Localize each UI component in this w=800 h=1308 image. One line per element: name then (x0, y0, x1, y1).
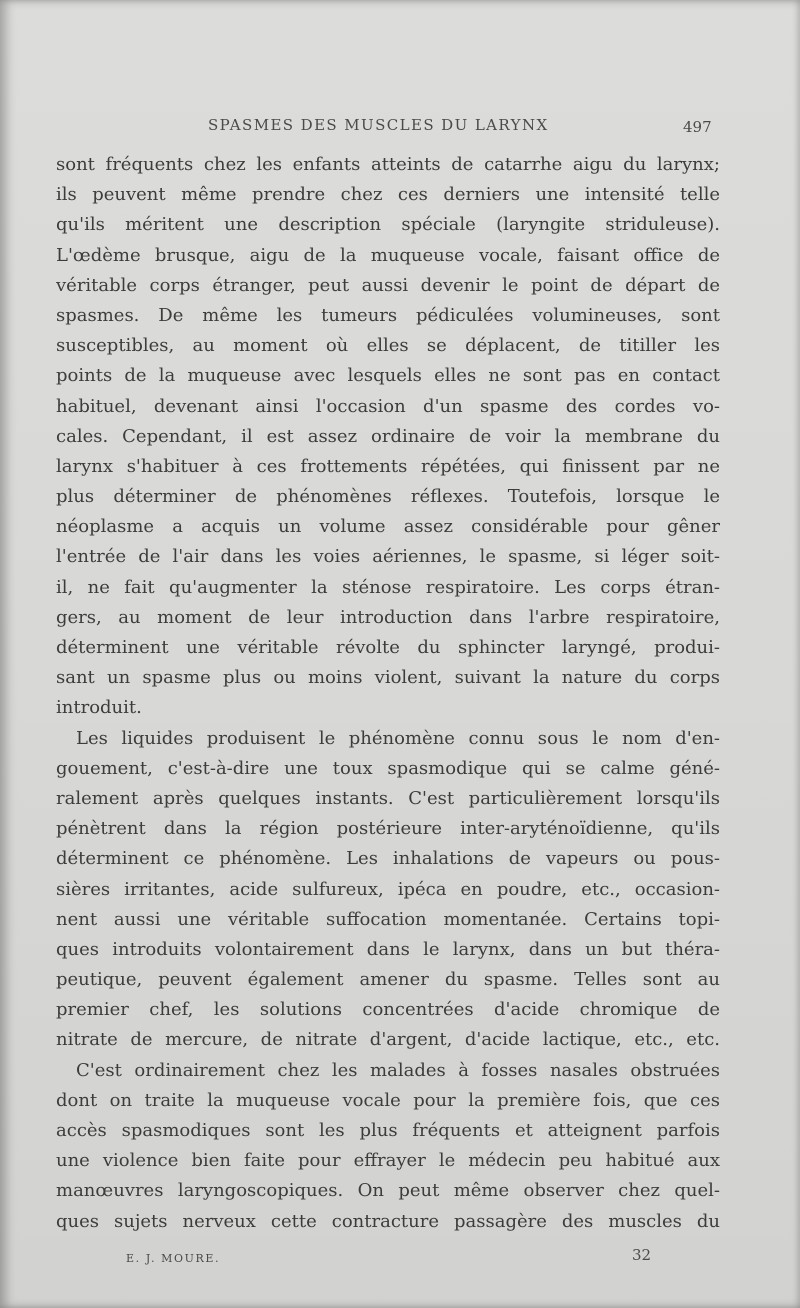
text-line: sières irritantes, acide sulfureux, ipéca en poudre, etc., occasion- (56, 878, 720, 900)
page-number: 497 (683, 118, 712, 136)
text-line: véritable corps étranger, peut aussi devenir le point de départ de (56, 274, 720, 296)
running-head: SPASMES DES MUSCLES DU LARYNX (208, 116, 549, 134)
paragraph-1 (56, 150, 720, 724)
text-line: sont fréquents chez les enfants atteints de catarrhe aigu du larynx; (56, 154, 720, 175)
footer-author: E. J. MOURE. (126, 1252, 221, 1265)
text-line: peutique, peuvent également amener du spasme. Telles sont au (56, 969, 720, 991)
text-line: Les liquides produisent le phénomène connu sous le nom d'en- (76, 727, 720, 749)
text-line: dont on traite la muqueuse vocale pour la première fois, que ces (56, 1089, 720, 1111)
text-line: nitrate de mercure, de nitrate d'argent, d'acide lactique, etc., etc. (56, 1029, 720, 1051)
text-line: ques introduits volontairement dans le larynx, dans un but théra- (56, 938, 720, 960)
signature-mark: 32 (632, 1246, 652, 1264)
text-line: nent aussi une véritable suffocation momentanée. Certains topi- (56, 908, 720, 930)
text-line: larynx s'habituer à ces frottements répétées, qui finissent par ne (56, 455, 720, 477)
text-line: ques sujets nerveux cette contracture passagère des muscles du (56, 1210, 720, 1232)
text-line: il, ne fait qu'augmenter la sténose respiratoire. Les corps étran- (56, 576, 720, 598)
text-line: sant un spasme plus ou moins violent, suivant la nature du corps (56, 667, 720, 689)
text-line: habituel, devenant ainsi l'occasion d'un spasme des cordes vo- (56, 395, 720, 417)
text-line: une violence bien faite pour effrayer le médecin peu habitué aux (56, 1150, 720, 1172)
text-line: manœuvres laryngoscopiques. On peut même observer chez quel- (56, 1180, 720, 1202)
text-line: ils peuvent même prendre chez ces derniers une intensité telle (56, 184, 720, 206)
text-line: ralement après quelques instants. C'est particulièrement lorsqu'ils (56, 787, 720, 809)
paragraph-3 (56, 1056, 720, 1237)
body-text (56, 150, 720, 1237)
text-line: spasmes. De même les tumeurs pédiculées volumineuses, sont (56, 304, 720, 326)
text-line: accès spasmodiques sont les plus fréquents et atteignent parfois (56, 1120, 720, 1141)
text-line: points de la muqueuse avec lesquels elles ne sont pas en contact (56, 365, 720, 387)
paragraph-2 (56, 724, 720, 1056)
text-line: C'est ordinairement chez les malades à fosses nasales obstruées (76, 1059, 720, 1081)
text-line: premier chef, les solutions concentrées d'acide chromique de (56, 999, 720, 1021)
text-line: L'œdème brusque, aigu de la muqueuse vocale, faisant office de (56, 244, 720, 266)
text-line: susceptibles, au moment où elles se déplacent, de titiller les (56, 335, 720, 357)
text-line: néoplasme a acquis un volume assez considérable pour gêner (56, 516, 720, 538)
text-line: cales. Cependant, il est assez ordinaire de voir la membrane du (56, 425, 720, 447)
text-line: introduit. (56, 697, 142, 719)
text-line: qu'ils méritent une description spéciale (laryngite striduleuse). (56, 214, 720, 236)
text-line: déterminent ce phénomène. Les inhalations de vapeurs ou pous- (56, 848, 720, 870)
text-line: l'entrée de l'air dans les voies aériennes, le spasme, si léger soit- (56, 546, 720, 568)
text-line: pénètrent dans la région postérieure inter-aryténoïdienne, qu'ils (56, 818, 720, 840)
text-line: plus déterminer de phénomènes réflexes. Toutefois, lorsque le (56, 486, 720, 508)
text-line: gers, au moment de leur introduction dans l'arbre respiratoire, (56, 606, 720, 628)
text-line: déterminent une véritable révolte du sphincter laryngé, produi- (56, 637, 720, 658)
text-line: gouement, c'est-à-dire une toux spasmodique qui se calme géné- (56, 757, 720, 779)
